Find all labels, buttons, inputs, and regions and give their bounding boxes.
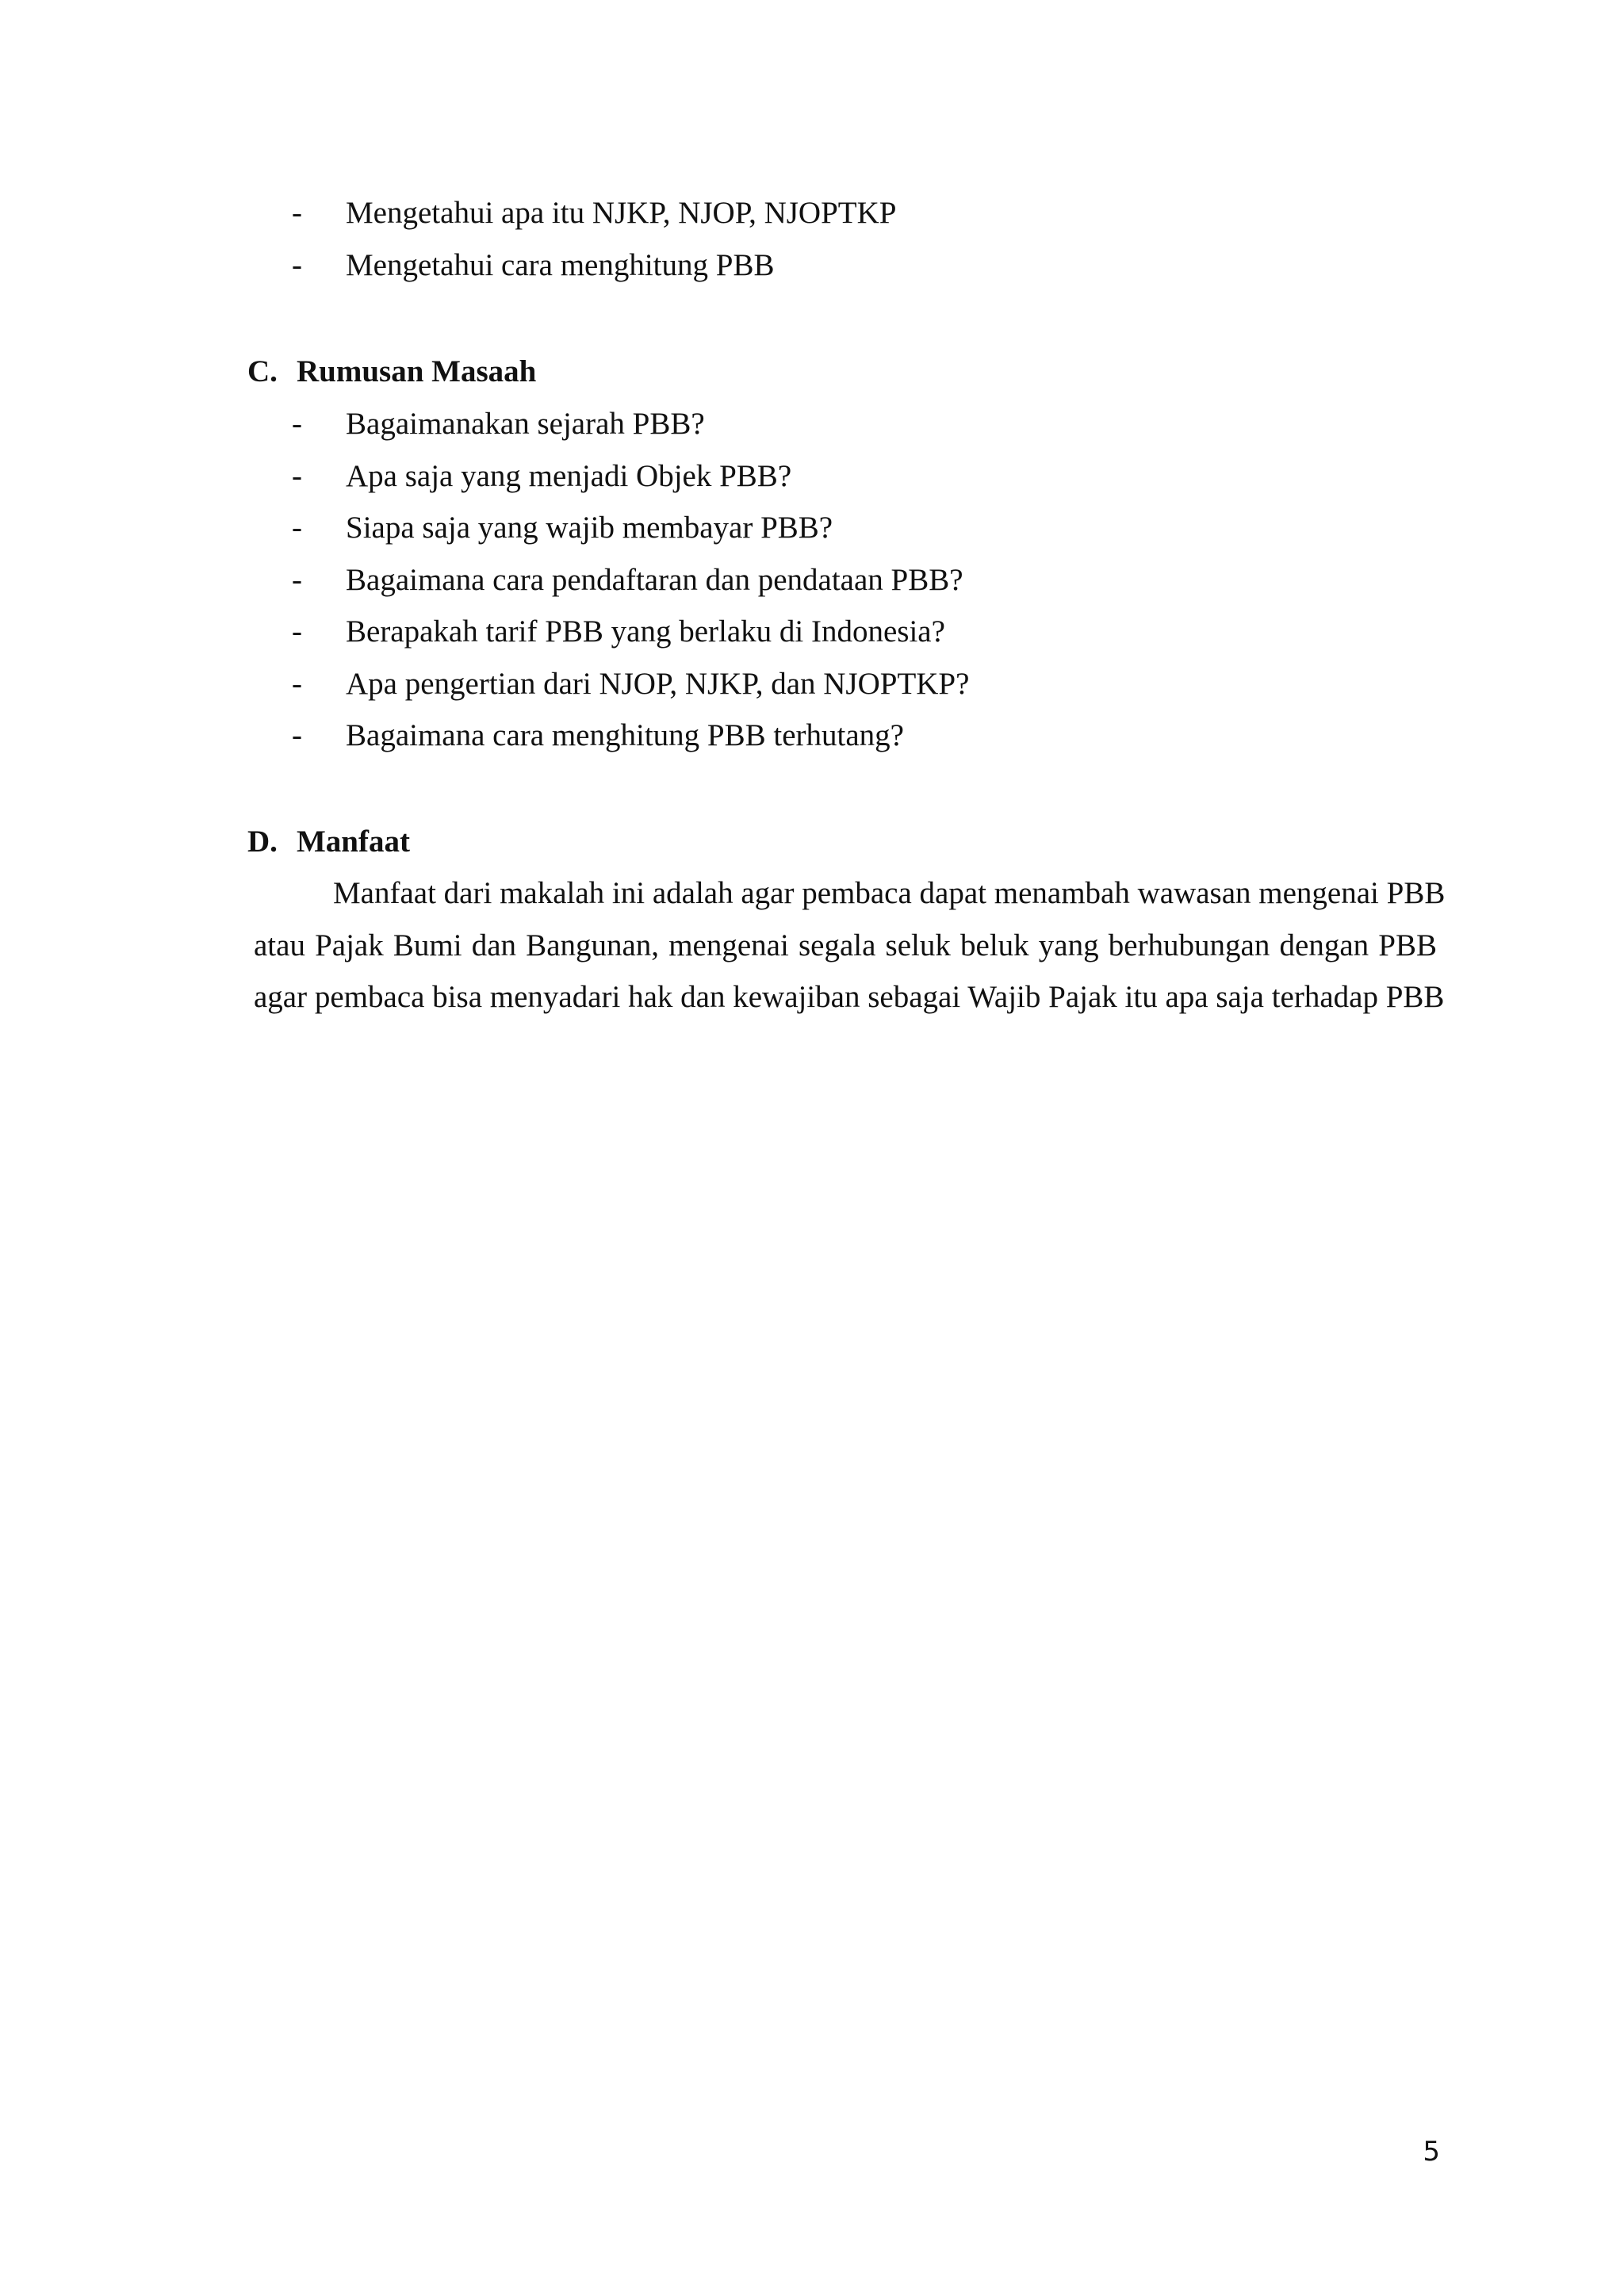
page-number: 5 bbox=[1423, 2136, 1440, 2168]
list-item bbox=[292, 502, 969, 554]
section-title: Manfaat bbox=[297, 825, 410, 859]
list-item-text: Bagaimana cara pendaftaran dan pendataan PBB? bbox=[346, 562, 963, 597]
list-item-text: Berapakah tarif PBB yang berlaku di Indonesia? bbox=[346, 614, 945, 649]
bullet-dash: - bbox=[292, 511, 302, 545]
list-item bbox=[292, 606, 969, 658]
bullet-dash: - bbox=[292, 614, 302, 649]
section-title: Rumusan Masaah bbox=[297, 354, 537, 388]
bullet-dash: - bbox=[292, 562, 302, 597]
problem-formulation-list bbox=[292, 398, 969, 762]
list-item bbox=[292, 187, 896, 239]
list-item-text: Bagaimana cara menghitung PBB terhutang? bbox=[346, 718, 904, 752]
section-letter: C. bbox=[247, 354, 278, 388]
paragraph-line: atau Pajak Bumi dan Bangunan, mengenai segala seluk beluk yang berhubungan dengan PBB bbox=[254, 928, 1437, 962]
list-item bbox=[292, 658, 969, 710]
list-item bbox=[292, 554, 969, 607]
list-item bbox=[292, 710, 969, 762]
list-item bbox=[292, 398, 969, 450]
bullet-dash: - bbox=[292, 666, 302, 701]
bullet-dash: - bbox=[292, 196, 302, 230]
list-item-text: Bagaimanakan sejarah PBB? bbox=[346, 407, 705, 441]
list-item-text: Mengetahui cara menghitung PBB bbox=[346, 247, 775, 282]
objectives-list bbox=[292, 187, 896, 291]
bullet-dash: - bbox=[292, 247, 302, 282]
paragraph-line: agar pembaca bisa menyadari hak dan kewajiban sebagai Wajib Pajak itu apa saja terhadap PBB bbox=[254, 980, 1445, 1014]
list-item bbox=[292, 239, 896, 292]
paragraph-line: Manfaat dari makalah ini adalah agar pembaca dapat menambah wawasan mengenai PBB bbox=[333, 876, 1446, 910]
list-item-text: Siapa saja yang wajib membayar PBB? bbox=[346, 511, 833, 545]
bullet-dash: - bbox=[292, 407, 302, 441]
bullet-dash: - bbox=[292, 458, 302, 493]
bullet-dash: - bbox=[292, 718, 302, 752]
section-c-heading bbox=[247, 352, 536, 392]
benefit-paragraph bbox=[254, 867, 1446, 1024]
list-item bbox=[292, 450, 969, 503]
section-d-heading bbox=[247, 822, 410, 862]
section-letter: D. bbox=[247, 825, 278, 859]
list-item-text: Mengetahui apa itu NJKP, NJOP, NJOPTKP bbox=[346, 196, 897, 230]
list-item-text: Apa saja yang menjadi Objek PBB? bbox=[346, 458, 792, 493]
list-item-text: Apa pengertian dari NJOP, NJKP, dan NJOPTKP? bbox=[346, 666, 970, 701]
